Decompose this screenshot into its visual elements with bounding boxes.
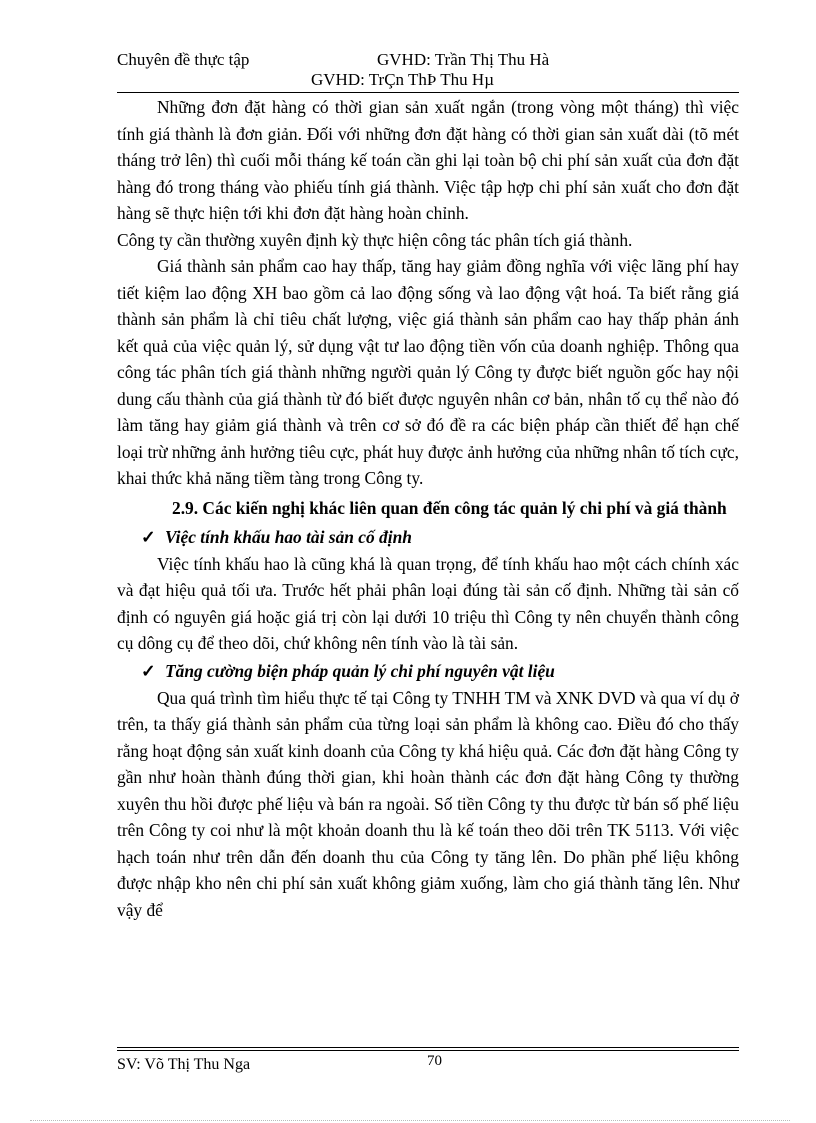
paragraph-order-pricing: Những đơn đặt hàng có thời gian sản xuất ngắn (trong vòng một tháng) thì việc tính giá thành là đơn giản. Đối với những đơn đặt hàng có thời gian sản xuất dài (tõ mét tháng trở lên) thì cuối mỗi tháng kế toán cần ghi lại toàn bộ chi phí sản xuất của đơn đặt hàng đó trong tháng vào phiếu tính giá thành. Việc tập hợp chi phí sản xuất cho đơn đặt hàng sẽ thực hiện tới khi đơn đặt hàng hoàn chỉnh.: [117, 97, 739, 223]
document-body: [117, 94, 739, 923]
check-icon: ✓: [141, 660, 156, 681]
student-name: SV: Võ Thị Thu Nga: [117, 1056, 251, 1073]
paragraph-depreciation: Việc tính khấu hao là cũng khá là quan trọng, để tính khấu hao một cách chính xác và đạt hiệu quả tối ưa. Trước hết phải phân loại đúng tài sản cố định. Những tài sản cố định có nguyên giá hoặc giá trị còn lại dưới 10 triệu thì Công ty nên chuyển thành công cụ dông cụ để theo dõi, chứ không nên tính vào là tài sản.: [117, 553, 739, 653]
subheading-depreciation: ✓ Việc tính khấu hao tài sản cố định: [117, 523, 739, 551]
subheading-materials: ✓ Tăng cường biện pháp quản lý chi phí nguyên vật liệu: [117, 657, 739, 685]
section-heading: 2.9. Các kiến nghị khác liên quan đến công tác quản lý chi phí và giá thành: [172, 497, 727, 518]
paragraph-cost-analysis: Công ty cần thường xuyên định kỳ thực hiện công tác phân tích giá thành.: [117, 229, 633, 250]
check-icon: ✓: [141, 526, 156, 547]
page-edge: [30, 1120, 790, 1121]
paragraph-product-cost: Giá thành sản phẩm cao hay thấp, tăng hay giảm đồng nghĩa với việc lãng phí hay tiết kiệm lao động XH bao gồm cả lao động sống và lao động vật hoá. Ta biết rằng giá thành sản phẩm là chỉ tiêu chất lượng, việc giá thành sản phẩm cao hay thấp phản ánh kết quả của việc quản lý, sử dụng vật tư lao động tiền vốn của doanh nghiệp. Thông qua công tác phân tích giá thành những người quản lý Công ty được biết nguồn gốc hay nội dung cấu thành của giá thành từ đó biết được nguyên nhân cơ bản, nhân tố cụ thể nào đó làm tăng hay giảm giá thành và trên cơ sở đó đề ra các biện pháp cần thiết để hạn chế loại trừ những ảnh hưởng tiêu cực, phát huy được ảnh hưởng của những nhân tố tích cực, khai thức khả năng tiềm tàng trong Công ty.: [117, 256, 739, 488]
header-divider: [117, 92, 739, 93]
page-number: 70: [427, 1053, 442, 1069]
page-header: [117, 50, 739, 89]
supervisor-name: GVHD: Trần Thị Thu Hà: [377, 50, 550, 69]
supervisor-name-garbled: GVHD: TrÇn ThÞ Thu Hµ: [311, 70, 494, 89]
footer-divider: [117, 1050, 739, 1051]
footer-divider: [117, 1047, 739, 1048]
course-title: Chuyên đề thực tập: [117, 50, 250, 69]
paragraph-materials: Qua quá trình tìm hiểu thực tế tại Công ty TNHH TM và XNK DVD và qua ví dụ ở trên, ta thấy giá thành sản phẩm của từng loại sản phẩm là không cao. Điều đó cho thấy rằng hoạt động sản xuất kinh doanh của Công ty khá hiệu quả. Các đơn đặt hàng Công ty gần như hoàn thành đúng thời gian, khi hoàn thành các đơn đặt hàng Công ty thường xuyên thu hồi được phế liệu và bán ra ngoài. Số tiền Công ty thu được từ bán số phế liệu trên Công ty coi như là một khoản doanh thu là kế toán theo dõi trên TK 5113. Với việc hạch toán như trên dẫn đến doanh thu của Công ty tăng lên. Do phần phế liệu không được nhập kho nên chi phí sản xuất không giảm xuống, làm cho giá thành tăng lên. Như vậy để: [117, 687, 739, 920]
